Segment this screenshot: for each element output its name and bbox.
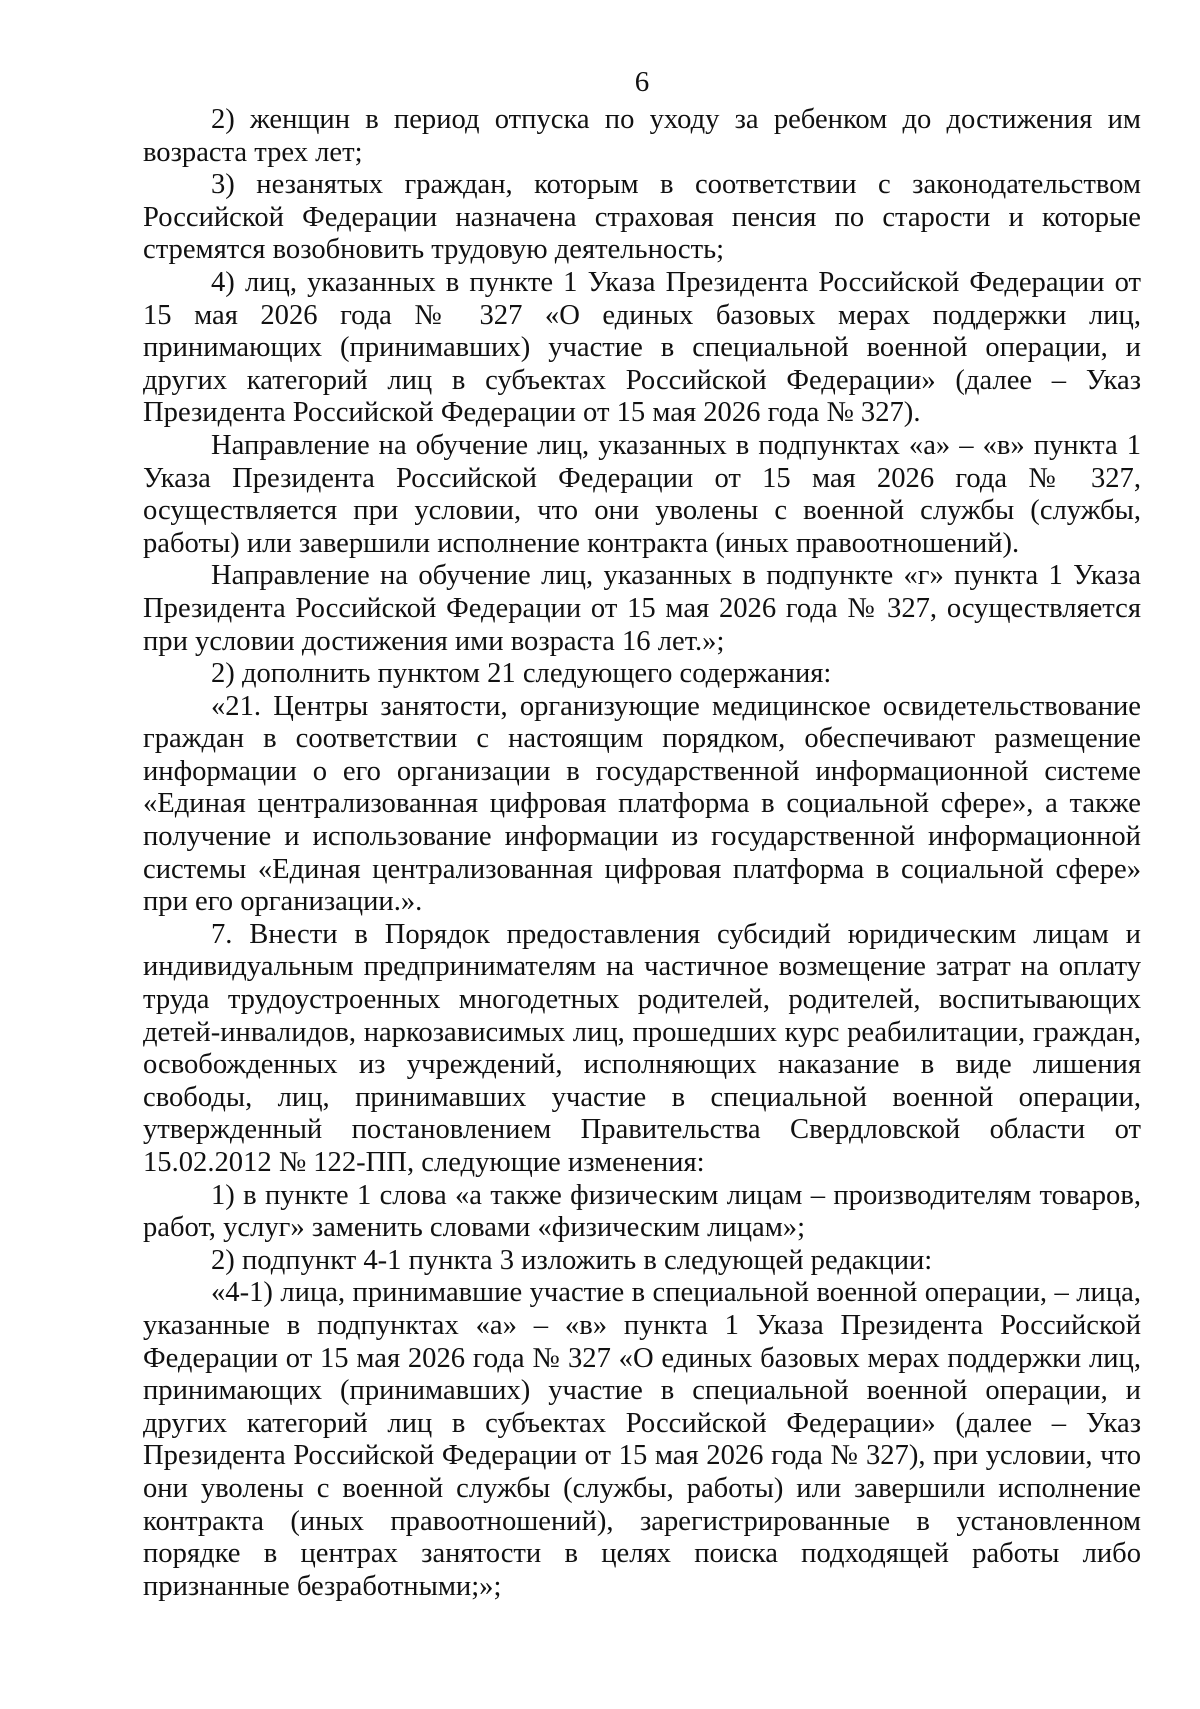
page-number: 6 — [634, 66, 650, 98]
paragraph-section-7: 7. Внести в Порядок предоставления субсидий юридическим лицам и индивидуальным предпринимателям на частичное возмещение затрат на оплату труда трудоустроенных многодетных родителей, родителей, воспитывающих детей-инвалидов, наркозависимых лиц, прошедших курс реабилитации, граждан, освобожденных из учреждений, исполняющих наказание в виде лишения свободы, лиц, принимавших участие в специальной военной операции, утвержденный постановлением Правительства Свердловской области от 15.02.2012 № 122-ПП, следующие изменения: — [143, 918, 1141, 1178]
paragraph-7-item-2: 2) подпункт 4-1 пункта 3 изложить в следующей редакции: — [211, 1244, 933, 1276]
paragraph-7-item-1: 1) в пункте 1 слова «а также физическим лицам – производителям товаров, работ, услуг» заменить словами «физическим лицам»; — [143, 1179, 1141, 1244]
document-page — [143, 64, 1141, 1603]
paragraph-subitem-4-1: «4-1) лица, принимавшие участие в специальной военной операции, – лица, указанные в подпунктах «а» – «в» пункта 1 Указа Президента Российской Федерации от 15 мая 2026 года № 327 «О единых базовых мерах поддержки лиц, принимающих (принимавших) участие в специальной военной операции, и других категорий лиц в субъектах Российской Федерации» (далее – Указ Президента Российской Федерации от 15 мая 2026 года № 327), при условии, что они уволены с военной службы (службы, работы) или завершили исполнение контракта (иных правоотношений), зарегистрированные в установленном порядке в центрах занятости в целях поиска подходящей работы либо признанные безработными;»; — [143, 1277, 1141, 1602]
paragraph-direction-g: Направление на обучение лиц, указанных в подпункте «г» пункта 1 Указа Президента Российской Федерации от 15 мая 2026 года № 327, осуществляется при условии достижения ими возраста 16 лет.»; — [143, 560, 1141, 657]
paragraph-item-4: 4) лиц, указанных в пункте 1 Указа Президента Российской Федерации от 15 мая 2026 года № 327 «О единых базовых мерах поддержки лиц, принимающих (принимавших) участие в специальной военной операции, и других категорий лиц в субъектах Российской Федерации» (далее – Указ Президента Российской Федерации от 15 мая 2026 года № 327). — [143, 266, 1141, 429]
paragraph-point-21-text: «21. Центры занятости, организующие медицинское освидетельствование граждан в соответствии с настоящим порядком, обеспечивают размещение информации о его организации в государственной информационной системе «Единая централизованная цифровая платформа в социальной сфере», а также получение и использование информации из государственной информационной системы «Единая централизованная цифровая платформа в социальной сфере» при его организации.». — [143, 690, 1141, 918]
paragraph-item-2: 2) женщин в период отпуска по уходу за ребенком до достижения им возраста трех лет; — [143, 104, 1141, 168]
paragraph-direction-a-v: Направление на обучение лиц, указанных в подпунктах «а» – «в» пункта 1 Указа Президента Российской Федерации от 15 мая 2026 года № 327, осуществляется при условии, что они уволены с военной службы (службы, работы) или завершили исполнение контракта (иных правоотношений). — [143, 429, 1141, 559]
paragraph-item-3: 3) незанятых граждан, которым в соответствии с законодательством Российской Федерации назначена страховая пенсия по старости и которые стремятся возобновить трудовую деятельность; — [143, 169, 1141, 266]
paragraph-add-point-21: 2) дополнить пунктом 21 следующего содержания: — [211, 658, 832, 690]
